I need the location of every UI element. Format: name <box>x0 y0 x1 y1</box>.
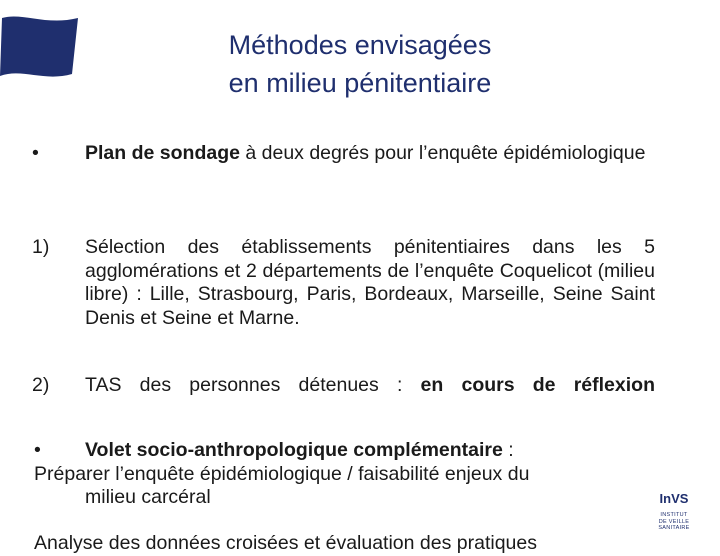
logo-brand: InVS <box>659 491 689 506</box>
item-1-text: Sélection des établissements pénitentiaires dans les 5 agglomérations et 2 départements de l’enquête Coquelicot (milieu libre) : Lille, Strasbourg, Paris, Bordeaux, Marseille, Seine Saint Denis et Seine et Marne. <box>85 236 655 329</box>
item-2-bold-text: en cours de réflexion <box>420 374 655 396</box>
item-2-marker: 2) <box>32 374 50 396</box>
title-line-1: Méthodes envisagées <box>228 30 492 60</box>
bullet-volet <box>34 439 654 510</box>
slide-title <box>120 26 600 102</box>
plan-rest-text: à deux degrés pour l’enquête épidémiologique <box>239 142 646 164</box>
item-2-text <box>85 374 655 398</box>
item-2-plain-text: TAS des personnes détenues : <box>85 374 421 396</box>
flag-icon <box>0 14 80 80</box>
volet-colon: : <box>502 439 514 461</box>
volet-line-3: milieu carcéral <box>85 486 211 508</box>
plan-bold-text: Plan de sondage <box>85 142 240 164</box>
bullet-marker: • <box>32 142 39 164</box>
logo-sub-line-1: INSTITUT <box>660 512 688 518</box>
invs-logo <box>644 488 704 538</box>
clipped-bottom-line: Analyse des données croisées et évaluation des pratiques <box>34 532 537 554</box>
item-1-marker: 1) <box>32 236 50 258</box>
bullet-plan-text <box>85 142 655 166</box>
logo-sub-line-2: DE VEILLE SANITAIRE <box>658 519 690 531</box>
volet-marker: • <box>34 439 41 461</box>
volet-bold-text: Volet socio-anthropologique complémentaire <box>85 439 503 461</box>
title-line-2: en milieu pénitentiaire <box>228 68 492 98</box>
volet-line-2: Préparer l’enquête épidémiologique / faisabilité enjeux du <box>34 462 530 485</box>
